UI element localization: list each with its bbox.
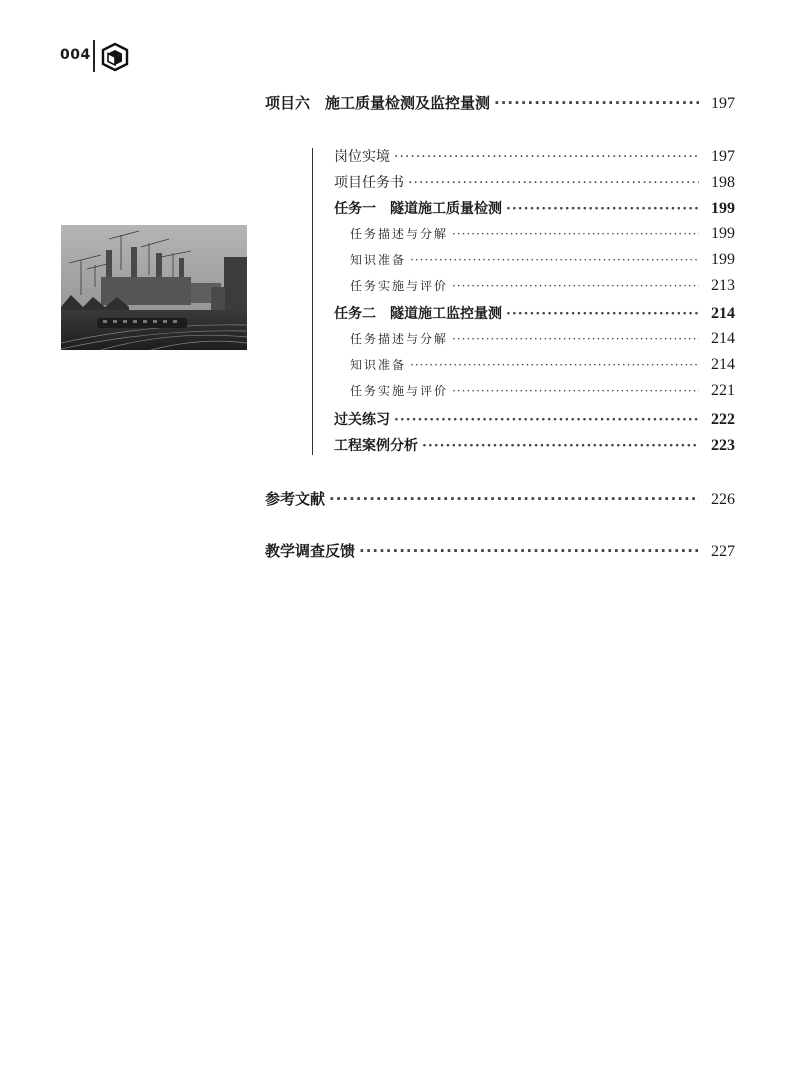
toc-entry-label: 知识准备 [350, 358, 407, 372]
toc-entry-label: 任务描述与分解 [350, 332, 449, 346]
leader-dots [394, 149, 699, 165]
leader-dots [452, 279, 699, 293]
leader-dots [410, 253, 699, 267]
toc-entry-label: 任务二 隧道施工监控量测 [334, 306, 502, 322]
toc-entry-label: 任务一 隧道施工质量检测 [334, 201, 502, 217]
toc-entry-label: 任务描述与分解 [350, 227, 449, 241]
toc-survey-row[interactable] [265, 540, 735, 561]
leader-dots [494, 94, 699, 112]
toc-entry-label: 知识准备 [350, 253, 407, 267]
leader-dots [452, 384, 699, 398]
toc-entry-page: 199 [711, 225, 735, 242]
toc-entry-page: 222 [711, 411, 735, 428]
toc-entry-page: 199 [711, 251, 735, 268]
toc-entry-label: 任务实施与评价 [350, 279, 449, 293]
chapter-page-number: 197 [711, 95, 735, 112]
toc-entry-page: 214 [711, 305, 735, 322]
references-page-number: 226 [711, 491, 735, 508]
leader-dots [359, 542, 699, 560]
survey-title: 教学调查反馈 [265, 542, 356, 560]
toc-subentry[interactable] [350, 356, 735, 374]
leader-dots [329, 490, 699, 508]
toc-entry-page: 198 [711, 174, 735, 191]
toc-entry[interactable] [334, 172, 735, 192]
toc-entry[interactable] [334, 409, 735, 429]
toc-subentry[interactable] [350, 225, 735, 243]
page-number: 004 [60, 47, 91, 63]
leader-dots [506, 306, 699, 322]
cube-icon [100, 42, 130, 72]
toc-entry-label: 过关练习 [334, 412, 390, 428]
leader-dots [408, 175, 699, 191]
toc-entry-page: 221 [711, 382, 735, 399]
chapter-title: 项目六 施工质量检测及监控量测 [265, 94, 491, 112]
toc-entry-page: 223 [711, 437, 735, 454]
header-divider [93, 40, 95, 72]
leader-dots [452, 332, 699, 346]
toc-entry-page: 214 [711, 330, 735, 347]
toc-entry[interactable] [334, 146, 735, 166]
leader-dots [422, 438, 699, 454]
leader-dots [506, 201, 699, 217]
toc-subentry[interactable] [350, 330, 735, 348]
survey-page-number: 227 [711, 543, 735, 560]
toc-entry-page: 213 [711, 277, 735, 294]
toc-entry[interactable] [334, 435, 735, 455]
toc-entry-label: 任务实施与评价 [350, 384, 449, 398]
toc-entry-label: 岗位实境 [334, 149, 390, 165]
toc-entry-label: 项目任务书 [334, 175, 404, 191]
toc-task-entry[interactable] [334, 303, 735, 323]
toc-subentry[interactable] [350, 382, 735, 400]
leader-dots [410, 358, 699, 372]
leader-dots [452, 227, 699, 241]
toc-entry-label: 工程案例分析 [334, 438, 418, 454]
toc-subentry[interactable] [350, 277, 735, 295]
toc-chapter-row[interactable] [265, 92, 735, 113]
toc-entry-page: 214 [711, 356, 735, 373]
leader-dots [394, 412, 699, 428]
toc-references-row[interactable] [265, 488, 735, 509]
toc-subentry[interactable] [350, 251, 735, 269]
industrial-railway-photo [61, 225, 247, 350]
toc-entry-page: 197 [711, 148, 735, 165]
references-title: 参考文献 [265, 490, 326, 508]
toc-entry-page: 199 [711, 200, 735, 217]
toc-section-rule [312, 148, 313, 455]
toc-task-entry[interactable] [334, 198, 735, 218]
